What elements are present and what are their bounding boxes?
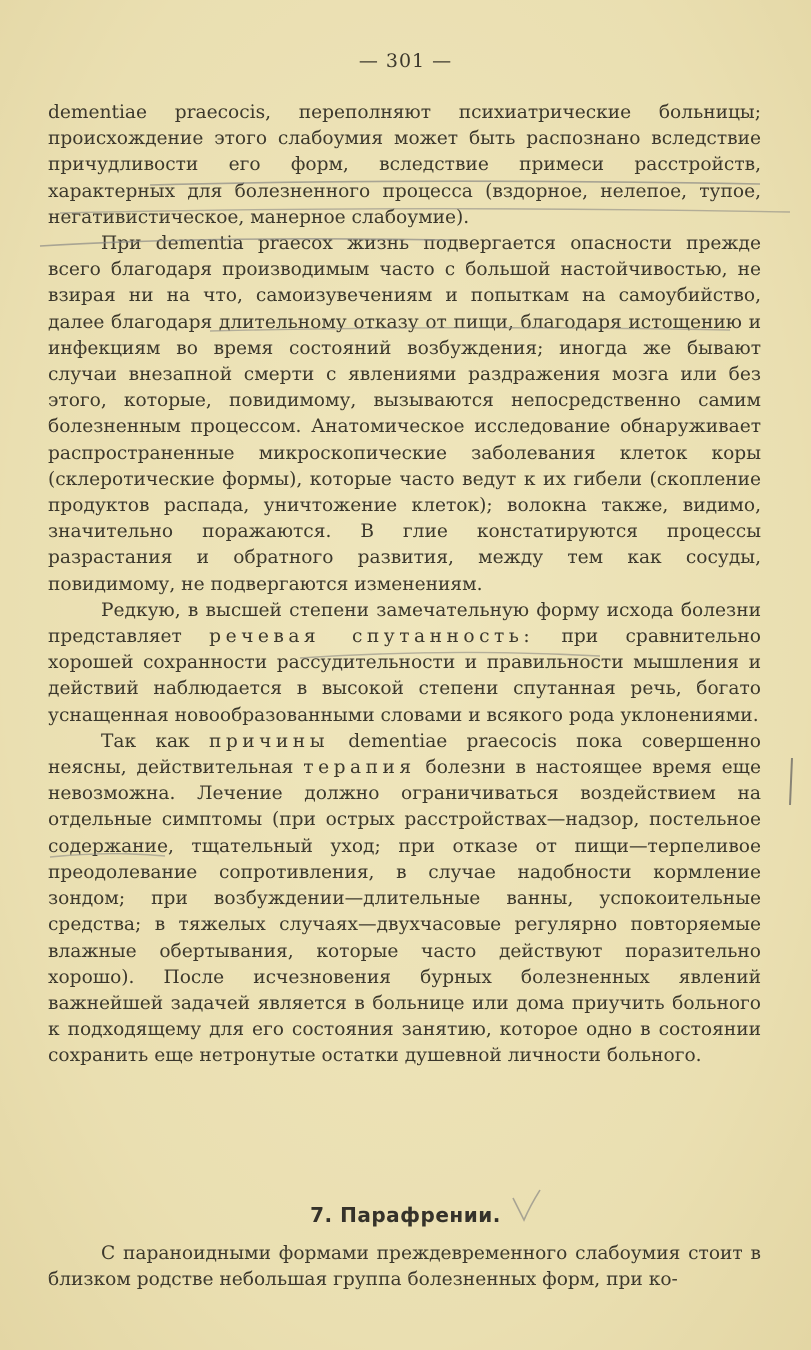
pencil-underline-5 (300, 652, 600, 658)
section-heading: 7. Парафрении. (310, 1203, 501, 1227)
pencil-margin-line (790, 758, 792, 805)
pencil-underline-3 (40, 239, 450, 246)
pencil-checkmark-icon (513, 1190, 540, 1220)
paragraph-3-start: Редкую, в высшей степени замечательную форму исхода болезни представляет (48, 599, 761, 648)
paragraph-4-a: Так как (101, 730, 190, 752)
spaced-term-speech-confusion: речевая спутанность: (209, 626, 535, 648)
paragraph-4-c: болезни в настоящее время еще невозможна. Лечение должно ограничиваться воздействием на отдельные симптомы (при острых расстройствах—надзор, постельное содержание, тщательный уход; при отказе от пищи—терпеливое преодолевание сопротивления, в случае надобности кормление зондом; при возбуждении—длительные ванны, успокоительные средства; в тяжелых случаях—двухчасовые регулярно повторяемые влажные обертывания, которые часто действуют поразительно хорошо). После исчезновения бурных болезненных явлений важнейшей задачей является в больнице или дома приучить больного к подходящему для его состояния занятию, которое одно в состоянии сохранить еще нетронутые остатки душевной личности больного. (48, 757, 761, 1067)
page-number: — 301 — (358, 50, 453, 72)
pencil-underline-4 (210, 328, 730, 331)
paragraph-2: При dementia praecox жизнь подвергается опасности прежде всего благодаря производимым часто с большой настойчивостью, не взирая ни на что, самоизувечениям и попыткам на самоубийство, далее благодаря длительному отказу от пищи, благодаря истощению и инфекциям во время состояний возбуждения; иногда же бывают случаи внезапной смерти с явлениями раздражения мозга или без этого, которые, повидимому, вызываются непосредственно самим болезненным процессом. Анатомическое исследование обнаруживает распространенные микроскопические заболевания клеток коры (склеротические формы), которые часто ведут к их гибели (скопление продуктов распада, уничтожение клеток); волокна также, видимо, значительно поражаются. В глие констатируются процессы разрастания и обратного развития, между тем как сосуды, повидимому, не подвергаются изменениям. (48, 233, 761, 595)
paragraph-4-b: dementiae praecocis пока совершенно неясны, действительная (48, 730, 761, 779)
pencil-underline-2 (60, 209, 790, 213)
paragraph-5: С параноидными формами преждевременного слабоумия стоит в близком родстве небольшая группа болезненных форм, при ко- (48, 1243, 761, 1291)
paragraph-3-end: при сравнительно хорошей сохранности рассудительности и правильности мышления и действий наблюдается в высокой степени спутанная речь, богато уснащенная новообразованными словами и всякого рода уклонениями. (48, 626, 761, 726)
spaced-term-therapy: терапия (303, 757, 416, 779)
pencil-underline-1 (150, 181, 760, 185)
pencil-underline-6 (50, 854, 165, 857)
spaced-term-causes: причины (208, 730, 330, 752)
paragraph-1: dementiae praecocis, переполняют психиатрические больницы; происхождение этого слабоумия может быть распознано вследствие причудливости его форм, вследствие примеси расстройств, характерных для болезненного процесса (вздорное, нелепое, тупое, негативистическое, манерное слабоумие). (48, 102, 761, 228)
